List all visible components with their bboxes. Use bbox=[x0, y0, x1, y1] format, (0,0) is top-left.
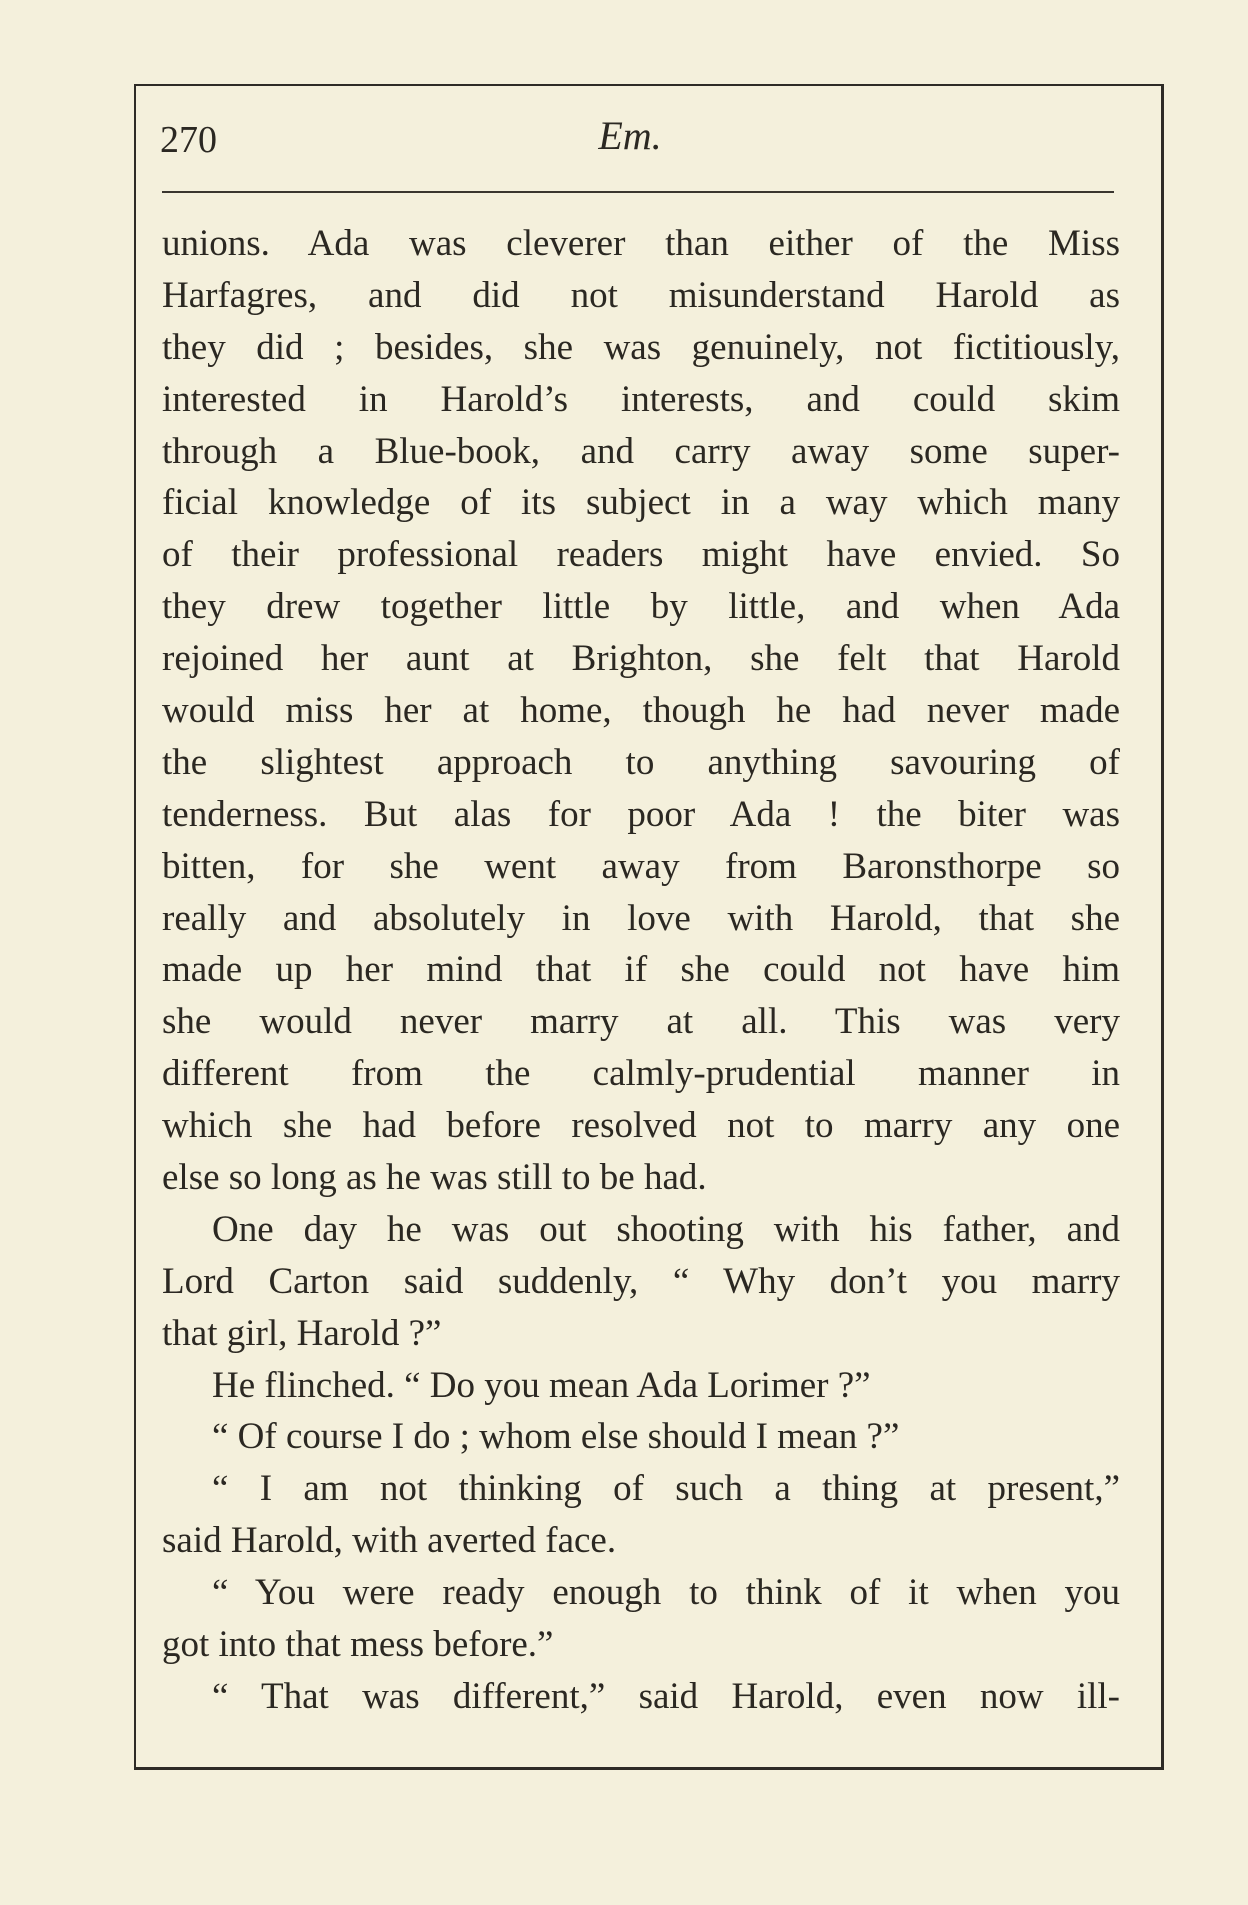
text-line: “ I am not thinking of such a thing at present,” bbox=[212, 1468, 1120, 1510]
text-line: the slightest approach to anything savouring of bbox=[162, 741, 1120, 783]
text-line: got into that mess before.” bbox=[162, 1624, 554, 1666]
text-line: “ Of course I do ; whom else should I mean ?” bbox=[212, 1416, 900, 1458]
text-line: really and absolutely in love with Harold, that she bbox=[162, 897, 1120, 939]
body-text bbox=[162, 218, 1120, 1723]
text-line: One day he was out shooting with his father, and bbox=[212, 1208, 1120, 1250]
text-line: ficial knowledge of its subject in a way which many bbox=[162, 482, 1120, 524]
text-line: bitten, for she went away from Baronsthorpe so bbox=[162, 845, 1120, 887]
text-line: “ That was different,” said Harold, even now ill- bbox=[212, 1675, 1120, 1717]
text-line: unions. Ada was cleverer than either of the Miss bbox=[162, 223, 1120, 264]
text-line: “ You were ready enough to think of it when you bbox=[212, 1572, 1120, 1614]
text-line: made up her mind that if she could not have him bbox=[162, 949, 1120, 991]
text-line: that girl, Harold ?” bbox=[162, 1312, 442, 1354]
text-line: they did ; besides, she was genuinely, not fictitiously, bbox=[162, 326, 1120, 368]
text-line: would miss her at home, though he had never made bbox=[162, 690, 1120, 732]
text-line: through a Blue-book, and carry away some super- bbox=[162, 430, 1120, 472]
text-line: rejoined her aunt at Brighton, she felt that Harold bbox=[162, 638, 1120, 680]
text-line: different from the calmly-prudential manner in bbox=[162, 1053, 1120, 1095]
text-line: which she had before resolved not to marry any one bbox=[162, 1105, 1120, 1147]
text-line: of their professional readers might have envied. So bbox=[162, 534, 1120, 576]
text-line: said Harold, with averted face. bbox=[162, 1520, 617, 1562]
text-line: Harfagres, and did not misunderstand Harold as bbox=[162, 274, 1120, 316]
text-line: tenderness. But alas for poor Ada ! the biter was bbox=[162, 793, 1120, 835]
text-line: He flinched. “ Do you mean Ada Lorimer ?” bbox=[212, 1364, 871, 1406]
text-line: else so long as he was still to be had. bbox=[162, 1157, 707, 1199]
text-line: Lord Carton said suddenly, “ Why don’t you marry bbox=[162, 1260, 1120, 1302]
text-line: interested in Harold’s interests, and could skim bbox=[162, 378, 1120, 420]
page-number: 270 bbox=[160, 119, 217, 161]
running-title: Em. bbox=[598, 113, 662, 158]
header-rule bbox=[162, 191, 1114, 193]
text-line: they drew together little by little, and when Ada bbox=[162, 586, 1120, 628]
text-line: she would never marry at all. This was very bbox=[162, 1001, 1120, 1043]
